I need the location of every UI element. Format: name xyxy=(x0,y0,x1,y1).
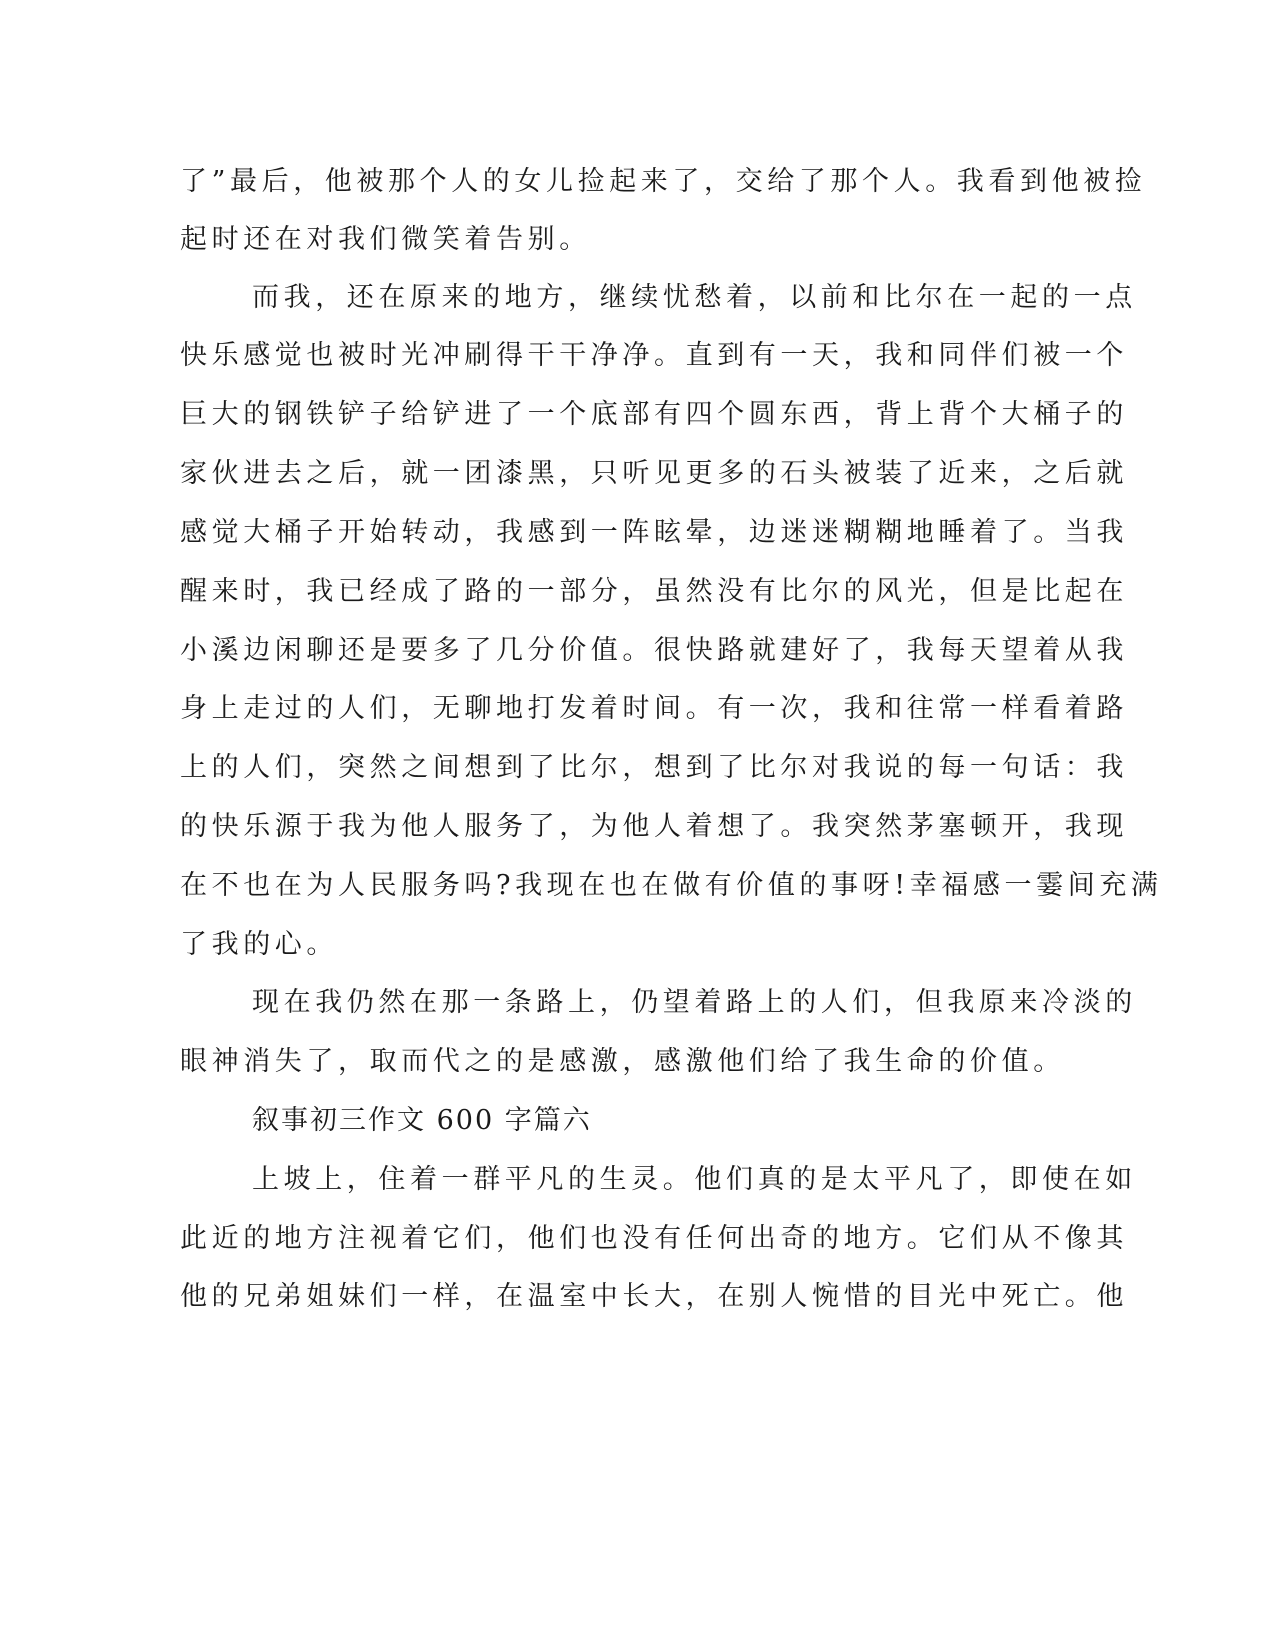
text-line: 了我的心。 xyxy=(180,929,338,960)
text-line: 他的兄弟姐妹们一样，在温室中长大，在别人惋惜的目光中死亡。他 xyxy=(180,1281,1128,1312)
text-line: 上的人们，突然之间想到了比尔，想到了比尔对我说的每一句话：我 xyxy=(180,752,1128,783)
text-line: 快乐感觉也被时光冲刷得干干净净。直到有一天，我和同伴们被一个 xyxy=(180,340,1128,371)
text-line: 上坡上，住着一群平凡的生灵。他们真的是太平凡了，即使在如 xyxy=(252,1164,1137,1195)
text-line: 此近的地方注视着它们，他们也没有任何出奇的地方。它们从不像其 xyxy=(180,1223,1128,1254)
text-line: 眼神消失了，取而代之的是感激，感激他们给了我生命的价值。 xyxy=(180,1046,1065,1077)
text-line: 而我，还在原来的地方，继续忧愁着，以前和比尔在一起的一点 xyxy=(252,282,1137,313)
text-line: 起时还在对我们微笑着告别。 xyxy=(180,224,591,255)
text-line: 小溪边闲聊还是要多了几分价值。很快路就建好了，我每天望着从我 xyxy=(180,635,1128,666)
text-line: 巨大的钢铁铲子给铲进了一个底部有四个圆东西，背上背个大桶子的 xyxy=(180,399,1128,430)
text-line: 家伙进去之后，就一团漆黑，只听见更多的石头被装了近来，之后就 xyxy=(180,458,1128,489)
text-line: 身上走过的人们，无聊地打发着时间。有一次，我和往常一样看着路 xyxy=(180,693,1128,724)
text-line: 的快乐源于我为他人服务了，为他人着想了。我突然茅塞顿开，我现 xyxy=(180,811,1128,842)
text-line: 感觉大桶子开始转动，我感到一阵眩晕，边迷迷糊糊地睡着了。当我 xyxy=(180,517,1128,548)
text-line: 醒来时，我已经成了路的一部分，虽然没有比尔的风光，但是比起在 xyxy=(180,576,1128,607)
section-heading: 叙事初三作文 600 字篇六 xyxy=(252,1105,592,1136)
text-line: 在不也在为人民服务吗?我现在也在做有价值的事呀!幸福感一霎间充满 xyxy=(180,870,1163,901)
text-line: 现在我仍然在那一条路上，仍望着路上的人们，但我原来冷淡的 xyxy=(252,987,1137,1018)
text-line: 了”最后，他被那个人的女儿捡起来了，交给了那个人。我看到他被捡 xyxy=(180,166,1147,197)
